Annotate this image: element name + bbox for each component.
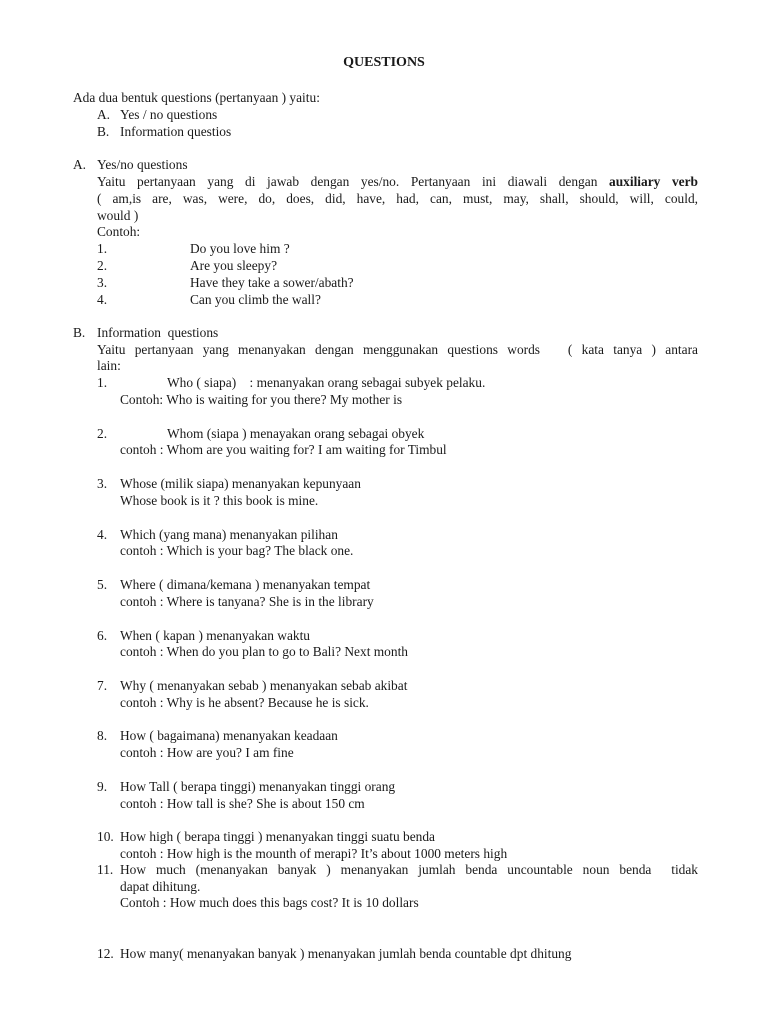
page-title: QUESTIONS: [343, 55, 425, 70]
example-text: Do you love him ?: [190, 241, 290, 256]
section-a-marker: A.: [73, 157, 87, 172]
item-number: 2.: [97, 426, 108, 441]
example-number: 3.: [97, 275, 108, 290]
section-b-marker: B.: [73, 325, 86, 340]
item-number: 3.: [97, 476, 108, 491]
example-text: Are you sleepy?: [190, 258, 278, 273]
auxiliary-verb-term: auxiliary verb: [609, 174, 698, 189]
item-number: 5.: [97, 577, 108, 592]
item-example: contoh : Which is your bag? The black one.: [120, 543, 354, 558]
example-number: 1.: [97, 241, 108, 256]
item-text-continued: dapat dihitung.: [120, 879, 201, 894]
item-text: Where ( dimana/kemana ) menanyakan tempat: [120, 577, 371, 592]
item-text: Who ( siapa) : menanyakan orang sebagai subyek pelaku.: [167, 375, 486, 390]
item-example: contoh : Whom are you waiting for? I am waiting for Timbul: [120, 442, 447, 457]
section-a-heading: Yes/no questions: [97, 157, 188, 172]
item-number: 8.: [97, 728, 108, 743]
intro-list-marker: A.: [97, 107, 111, 122]
intro-list-marker: B.: [97, 124, 110, 139]
intro-text: Ada dua bentuk questions (pertanyaan ) yaitu:: [73, 90, 320, 105]
section-b-heading: Information questions: [97, 325, 219, 340]
example-text: Can you climb the wall?: [190, 292, 321, 307]
item-text: How many( menanyakan banyak ) menanyakan jumlah benda countable dpt dhitung: [120, 946, 572, 961]
item-text: How much (menanyakan banyak ) menanyakan jumlah benda uncountable noun benda tidak: [120, 862, 698, 877]
item-example: Contoh : How much does this bags cost? It is 10 dollars: [120, 895, 419, 910]
section-a-desc-line: Yaitu pertanyaan yang di jawab dengan yes/no. Pertanyaan ini diawali dengan auxiliary verb: [97, 174, 698, 189]
example-number: 4.: [97, 292, 108, 307]
intro-list-item: Information questios: [120, 124, 232, 139]
item-example: contoh : How high is the mounth of merapi? It’s about 1000 meters high: [120, 846, 508, 861]
item-text: Why ( menanyakan sebab ) menanyakan sebab akibat: [120, 678, 408, 693]
item-text: How high ( berapa tinggi ) menanyakan tinggi suatu benda: [120, 829, 435, 844]
item-text: How ( bagaimana) menanyakan keadaan: [120, 728, 338, 743]
item-number: 11.: [97, 862, 114, 877]
item-example: contoh : Why is he absent? Because he is sick.: [120, 695, 369, 710]
item-example: Contoh: Who is waiting for you there? My mother is: [120, 392, 403, 407]
item-text: Whom (siapa ) menayakan orang sebagai obyek: [167, 426, 425, 441]
item-number: 7.: [97, 678, 108, 693]
section-a-desc-line: would ): [97, 208, 139, 223]
item-example: contoh : How tall is she? She is about 150 cm: [120, 796, 365, 811]
intro-list-item: Yes / no questions: [120, 107, 218, 122]
item-example: contoh : Where is tanyana? She is in the library: [120, 594, 374, 609]
contoh-label: Contoh:: [97, 224, 141, 239]
item-number: 12.: [97, 946, 114, 961]
item-text: Whose (milik siapa) menanyakan kepunyaan: [120, 476, 361, 491]
item-text: How Tall ( berapa tinggi) menanyakan tinggi orang: [120, 779, 396, 794]
item-text: Which (yang mana) menanyakan pilihan: [120, 527, 338, 542]
item-number: 4.: [97, 527, 108, 542]
item-number: 10.: [97, 829, 114, 844]
item-number: 6.: [97, 628, 108, 643]
item-text: When ( kapan ) menanyakan waktu: [120, 628, 310, 643]
section-b-desc-line: lain:: [97, 358, 121, 373]
item-example: contoh : How are you? I am fine: [120, 745, 294, 760]
item-number: 9.: [97, 779, 108, 794]
item-example: contoh : When do you plan to go to Bali? Next month: [120, 644, 408, 659]
example-number: 2.: [97, 258, 108, 273]
section-a-desc-line: ( am,is are, was, were, do, does, did, have, had, can, must, may, shall, should, will, could,: [97, 191, 698, 206]
item-example: Whose book is it ? this book is mine.: [120, 493, 319, 508]
item-number: 1.: [97, 375, 108, 390]
example-text: Have they take a sower/abath?: [190, 275, 354, 290]
section-b-desc-line: Yaitu pertanyaan yang menanyakan dengan menggunakan questions words ( kata tanya ) antara: [97, 342, 698, 357]
